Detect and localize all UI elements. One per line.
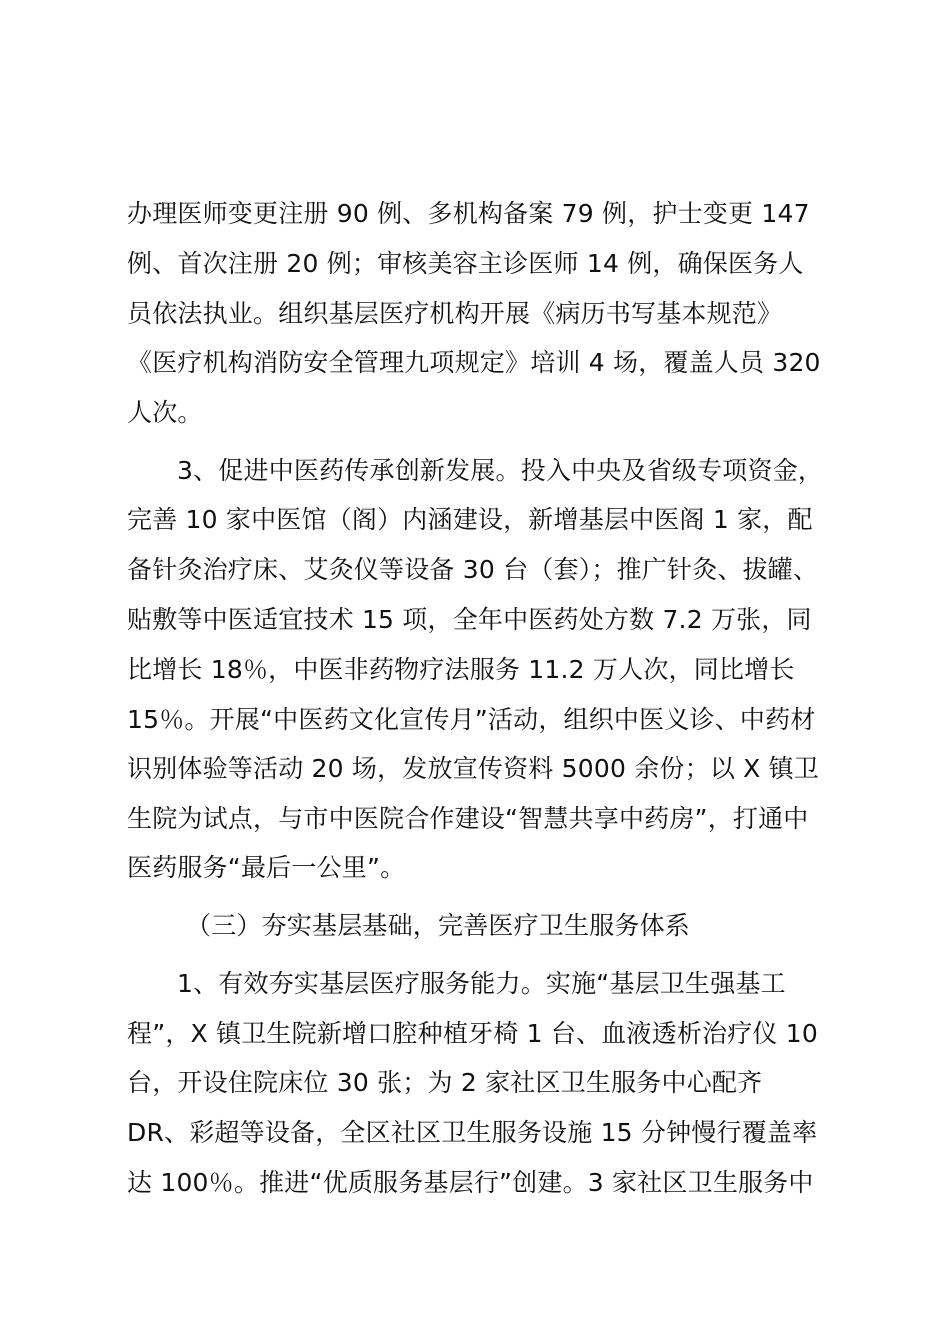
paragraph-1-line-5: 人次。 xyxy=(127,398,203,427)
paragraph-1-line-1: 办理医师变更注册 90 例、多机构备案 79 例，护士变更 147 xyxy=(127,199,810,228)
paragraph-2-line-6: 15％。开展“中医药文化宣传月”活动，组织中医义诊、中药材 xyxy=(127,705,816,734)
paragraph-3-line-4: DR、彩超等设备，全区社区卫生服务设施 15 分钟慢行覆盖率 xyxy=(127,1118,818,1147)
paragraph-3-line-3: 台，开设住院床位 30 张；为 2 家社区卫生服务中心配齐 xyxy=(127,1068,763,1097)
paragraph-3-line-1: 1、有效夯实基层医疗服务能力。实施“基层卫生强基工 xyxy=(177,969,786,998)
paragraph-2-line-3: 备针灸治疗床、艾灸仪等设备 30 台（套）；推广针灸、拔罐、 xyxy=(127,555,819,584)
paragraph-2-line-7: 识别体验等活动 20 场，发放宣传资料 5000 余份；以 X 镇卫 xyxy=(127,754,820,783)
paragraph-3-line-2: 程”，X 镇卫生院新增口腔种植牙椅 1 台、血液透析治疗仪 10 xyxy=(127,1019,818,1048)
paragraph-2-line-8: 生院为试点，与市中医院合作建设“智慧共享中药房”，打通中 xyxy=(127,804,809,833)
paragraph-1-line-4: 《医疗机构消防安全管理九项规定》培训 4 场，覆盖人员 320 xyxy=(127,348,821,377)
paragraph-2-line-5: 比增长 18％，中医非药物疗法服务 11.2 万人次，同比增长 xyxy=(127,655,795,684)
paragraph-1-line-2: 例、首次注册 20 例；审核美容主诊医师 14 例，确保医务人 xyxy=(127,249,804,278)
section-heading: （三）夯实基层基础，完善医疗卫生服务体系 xyxy=(186,911,691,940)
paragraph-2-line-4: 贴敷等中医适宜技术 15 项，全年中医药处方数 7.2 万张，同 xyxy=(127,605,812,634)
paragraph-3-line-5: 达 100％。推进“优质服务基层行”创建。3 家社区卫生服务中 xyxy=(127,1168,814,1197)
paragraph-1-line-3: 员依法执业。组织基层医疗机构开展《病历书写基本规范》 xyxy=(127,299,783,328)
paragraph-2-line-1: 3、促进中医药传承创新发展。投入中央及省级专项资金， xyxy=(177,456,824,485)
paragraph-2-line-9: 医药服务“最后一公里”。 xyxy=(127,853,406,882)
paragraph-2-line-2: 完善 10 家中医馆（阁）内涵建设，新增基层中医阁 1 家，配 xyxy=(127,505,813,534)
